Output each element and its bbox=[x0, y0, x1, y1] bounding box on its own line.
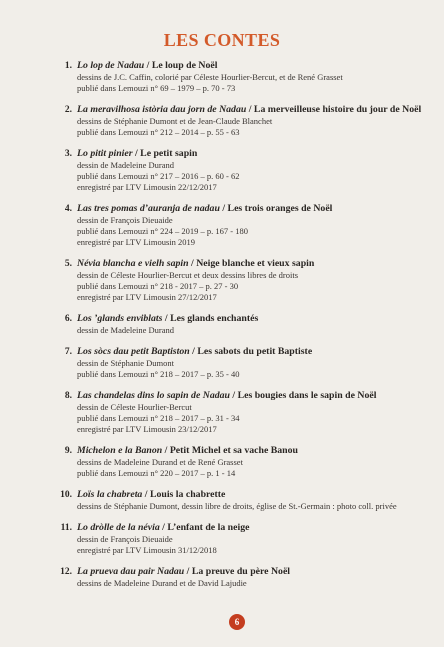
entry-title bbox=[77, 489, 437, 501]
entry-detail-line: publié dans Lemouzi n° 220 – 2017 – p. 1 - 14 bbox=[77, 468, 236, 478]
entry-title bbox=[77, 522, 437, 534]
entry-detail-line: dessins de Madeleine Durand et de René Grasset bbox=[77, 457, 243, 467]
entry-number: 7. bbox=[64, 347, 72, 357]
story-entry bbox=[57, 346, 437, 380]
entry-title bbox=[77, 203, 437, 215]
entry-title bbox=[77, 346, 437, 358]
entry-detail-line: enregistré par LTV Limousin 27/12/2017 bbox=[77, 292, 217, 302]
entry-detail-line: dessin de Céleste Hourlier-Bercut bbox=[77, 402, 192, 412]
entry-body bbox=[77, 203, 437, 248]
french-title: Louis la chabrette bbox=[149, 489, 226, 500]
entry-number: 10. bbox=[60, 490, 72, 500]
page-number-badge: 6 bbox=[229, 614, 245, 630]
entry-body bbox=[77, 346, 437, 380]
entry-title bbox=[77, 313, 437, 325]
story-entry bbox=[57, 148, 437, 193]
entry-number: 11. bbox=[60, 523, 72, 533]
page-title: LES CONTES bbox=[163, 30, 281, 50]
entry-title bbox=[77, 566, 437, 578]
entry-body bbox=[77, 522, 437, 556]
french-title: Le petit sapin bbox=[140, 148, 198, 159]
entry-body bbox=[77, 390, 437, 435]
entry-detail-line: dessin de Stéphanie Dumont bbox=[77, 358, 175, 368]
entry-number: 9. bbox=[64, 446, 72, 456]
entry-number: 3. bbox=[64, 149, 72, 159]
entry-detail-line: publié dans Lemouzi n° 218 – 2017 – p. 35 - 40 bbox=[77, 369, 240, 379]
entry-detail-line: dessin de Madeleine Durand bbox=[77, 160, 175, 170]
entry-number: 1. bbox=[64, 61, 72, 71]
title-separator: / bbox=[246, 104, 254, 115]
title-separator: / bbox=[188, 258, 197, 269]
entry-detail-line: publié dans Lemouzi n° 217 – 2016 – p. 60 - 62 bbox=[77, 171, 240, 181]
entry-body bbox=[77, 566, 437, 589]
title-separator: / bbox=[184, 566, 192, 577]
entry-detail-line: dessin de François Dieuaide bbox=[77, 215, 173, 225]
entry-title bbox=[77, 258, 437, 270]
entry-body bbox=[77, 445, 437, 479]
entry-detail-line: enregistré par LTV Limousin 31/12/2018 bbox=[77, 545, 217, 555]
french-title: L’enfant de la neige bbox=[167, 522, 250, 533]
entry-detail-line: publié dans Lemouzi n° 69 – 1979 – p. 70 - 73 bbox=[77, 83, 236, 93]
occitan-title: Los sòcs dau petit Baptiston bbox=[77, 346, 190, 357]
story-entry bbox=[57, 104, 437, 138]
title-separator: / bbox=[162, 313, 171, 324]
entry-number: 5. bbox=[64, 259, 72, 269]
entry-detail-line: dessins de Madeleine Durand et de David Lajudie bbox=[77, 578, 247, 588]
entry-detail-line: dessin de Céleste Hourlier-Bercut et deux dessins libres de droits bbox=[77, 270, 299, 280]
french-title: La preuve du père Noël bbox=[191, 566, 291, 577]
story-entry bbox=[57, 566, 437, 589]
entry-number: 12. bbox=[60, 567, 72, 577]
title-separator: / bbox=[159, 522, 168, 533]
entry-detail-line: dessins de J.C. Caffin, colorié par Céleste Hourlier-Bercut, et de René Grasset bbox=[77, 72, 343, 82]
entry-number: 6. bbox=[64, 314, 72, 324]
entry-detail-line: publié dans Lemouzi n° 212 – 2014 – p. 55 - 63 bbox=[77, 127, 240, 137]
occitan-title: Los ’glands enviblats bbox=[77, 313, 163, 324]
entry-detail-line: enregistré par LTV Limousin 2019 bbox=[77, 237, 196, 247]
entry-body bbox=[77, 60, 437, 94]
story-entry bbox=[57, 390, 437, 435]
entry-detail-line: dessins de Stéphanie Dumont et de Jean-Claude Blanchet bbox=[77, 116, 273, 126]
entry-title bbox=[77, 445, 437, 457]
occitan-title: Michelon e la Banon bbox=[77, 445, 163, 456]
entry-body bbox=[77, 104, 437, 138]
occitan-title: Loïs la chabreta bbox=[77, 489, 143, 500]
occitan-title: Névia blancha e vielh sapin bbox=[77, 258, 189, 269]
occitan-title: Las chandelas dins lo sapin de Nadau bbox=[77, 390, 230, 401]
entry-title bbox=[77, 148, 437, 160]
french-title: Les bougies dans le sapin de Noël bbox=[237, 390, 377, 401]
entry-body bbox=[77, 489, 437, 512]
title-separator: / bbox=[189, 346, 198, 357]
story-entry bbox=[57, 258, 437, 303]
entry-detail-line: enregistré par LTV Limousin 23/12/2017 bbox=[77, 424, 217, 434]
entry-detail-line: publié dans Lemouzi n° 224 – 2019 – p. 167 - 180 bbox=[77, 226, 249, 236]
title-separator: / bbox=[142, 489, 150, 500]
occitan-title: Lo pitit pinier bbox=[77, 148, 133, 159]
french-title: Les sabots du petit Baptiste bbox=[197, 346, 313, 357]
entry-body bbox=[77, 313, 437, 336]
story-entry bbox=[57, 445, 437, 479]
story-entry bbox=[57, 489, 437, 512]
entry-detail-line: publié dans Lemouzi n° 218 – 2017 – p. 31 - 34 bbox=[77, 413, 240, 423]
occitan-title: Lo dròlle de la névia bbox=[77, 522, 160, 533]
entry-number: 4. bbox=[64, 204, 72, 214]
french-title: La merveilleuse histoire du jour de Noël bbox=[253, 104, 422, 115]
french-title: Les trois oranges de Noël bbox=[227, 203, 333, 214]
occitan-title: Las tres pomas d’auranja de nadau bbox=[77, 203, 220, 214]
story-entry bbox=[57, 203, 437, 248]
story-entry bbox=[57, 60, 437, 94]
title-separator: / bbox=[162, 445, 170, 456]
story-list bbox=[57, 60, 437, 599]
occitan-title: La prueva dau pair Nadau bbox=[77, 566, 185, 577]
title-separator: / bbox=[132, 148, 141, 159]
entry-detail-line: dessin de François Dieuaide bbox=[77, 534, 173, 544]
title-separator: / bbox=[229, 390, 238, 401]
french-title: Les glands enchantés bbox=[170, 313, 259, 324]
entry-body bbox=[77, 258, 437, 303]
entry-body bbox=[77, 148, 437, 193]
entry-detail-line: dessin de Madeleine Durand bbox=[77, 325, 175, 335]
entry-detail-line: dessins de Stéphanie Dumont, dessin libre de droits, église de St.-Germain : photo coll. privée bbox=[77, 501, 397, 511]
occitan-title: Lo lop de Nadau bbox=[77, 60, 145, 71]
entry-number: 2. bbox=[64, 105, 72, 115]
entry-title bbox=[77, 60, 437, 72]
french-title: Neige blanche et vieux sapin bbox=[196, 258, 315, 269]
occitan-title: La meravilhosa istòria dau jorn de Nadau bbox=[77, 104, 247, 115]
french-title: Petit Michel et sa vache Banou bbox=[169, 445, 298, 456]
french-title: Le loup de Noël bbox=[151, 60, 218, 71]
title-separator: / bbox=[144, 60, 152, 71]
entry-detail-line: enregistré par LTV Limousin 22/12/2017 bbox=[77, 182, 217, 192]
entry-detail-line: publié dans Lemouzi n° 218 - 2017 – p. 27 - 30 bbox=[77, 281, 239, 291]
entry-title bbox=[77, 104, 437, 116]
entry-number: 8. bbox=[64, 391, 72, 401]
entry-title bbox=[77, 390, 437, 402]
story-entry bbox=[57, 313, 437, 336]
title-separator: / bbox=[219, 203, 228, 214]
story-entry bbox=[57, 522, 437, 556]
